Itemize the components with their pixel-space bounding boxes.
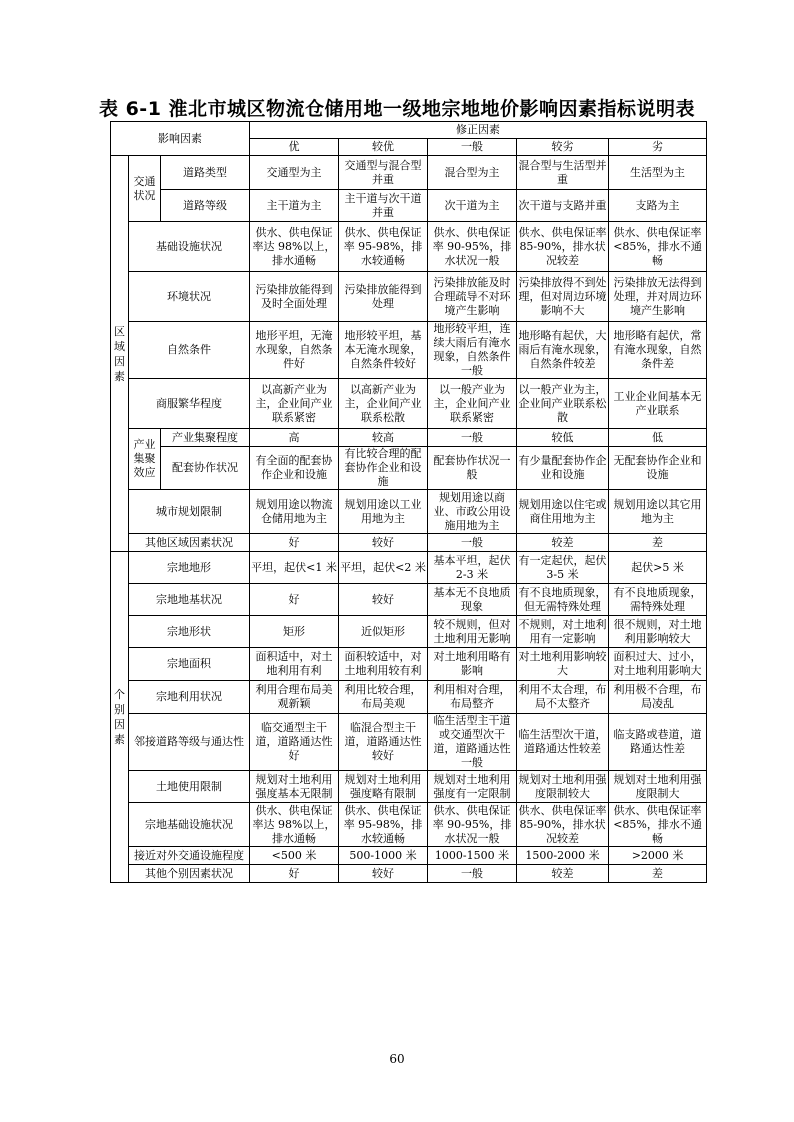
table-row bbox=[111, 714, 707, 771]
value-cell: <500 米 bbox=[250, 847, 339, 865]
value-cell: 差 bbox=[609, 865, 707, 883]
factor-cell: 基础设施状况 bbox=[129, 222, 250, 272]
header-factor: 影响因素 bbox=[111, 122, 250, 156]
table-row bbox=[111, 490, 707, 534]
value-cell: 低 bbox=[609, 429, 707, 447]
value-cell: 较好 bbox=[339, 534, 428, 552]
factor-cell: 配套协作状况 bbox=[161, 447, 250, 490]
table-row bbox=[111, 648, 707, 681]
value-cell: 面积较适中，对土地利用较有利 bbox=[339, 648, 428, 681]
value-cell: 以高新产业为主，企业间产业联系紧密 bbox=[250, 379, 339, 429]
value-cell: 有不良地质现象，需特殊处理 bbox=[609, 584, 707, 616]
factor-table bbox=[110, 121, 707, 883]
value-cell: 混合型与生活型并重 bbox=[517, 156, 609, 190]
value-cell: 近似矩形 bbox=[339, 616, 428, 648]
value-cell: 一般 bbox=[428, 865, 517, 883]
value-cell: 供水、供电保证率达 98%以上，排水通畅 bbox=[250, 803, 339, 847]
value-cell: 污染排放得不到处理，但对周边环境影响不大 bbox=[517, 272, 609, 322]
value-cell: 供水、供电保证率 85-90%，排水状况较差 bbox=[518, 803, 607, 845]
value-cell: 地形平坦，无淹水现象，自然条件好 bbox=[250, 322, 339, 379]
table-row bbox=[111, 865, 707, 883]
group-individual-text: 个 别 因 素 bbox=[114, 688, 125, 746]
value-cell: 不规则，对土地利用有一定影响 bbox=[517, 616, 609, 648]
value-cell: 较好 bbox=[339, 584, 428, 616]
value-cell: 平坦，起伏<2 米 bbox=[339, 552, 428, 584]
value-cell: >2000 米 bbox=[609, 847, 707, 865]
value-cell: 供水、供电保证率 90-95%，排水状况一般 bbox=[428, 803, 517, 847]
value-cell: 高 bbox=[250, 429, 339, 447]
factor-cell: 产业集聚程度 bbox=[161, 429, 250, 447]
value-cell: 污染排放能得到及时全面处理 bbox=[250, 272, 339, 322]
value-cell: 供水、供电保证率 85-90%，排水状况较差 bbox=[517, 222, 609, 272]
value-cell: 起伏>5 米 bbox=[609, 552, 707, 584]
table-row bbox=[111, 190, 707, 222]
factor-cell: 宗地形状 bbox=[129, 616, 250, 648]
subgroup-industry: 产业集聚效应 bbox=[129, 429, 161, 490]
value-cell: 供水、供电保证率 95-98%，排水较通畅 bbox=[339, 222, 428, 272]
table-row bbox=[111, 272, 707, 322]
value-cell: 规划对土地利用强度限制较大 bbox=[517, 771, 609, 803]
value-cell: 配套协作状况一般 bbox=[428, 447, 517, 490]
table-row bbox=[111, 681, 707, 714]
value-cell: 很不规则，对土地利用影响较大 bbox=[609, 616, 707, 648]
page-number: 60 bbox=[389, 1052, 405, 1066]
value-cell: 面积过大、过小，对土地利用影响大 bbox=[609, 648, 707, 681]
value-cell: 平坦，起伏<1 米 bbox=[250, 552, 339, 584]
value-cell: 有少量配套协作企业和设施 bbox=[517, 447, 609, 490]
value-cell: 主干道为主 bbox=[250, 190, 339, 222]
value-cell: 生活型为主 bbox=[609, 156, 707, 190]
group-regional bbox=[111, 156, 129, 552]
value-cell: 地形较平坦，连续大雨后有淹水现象，自然条件一般 bbox=[428, 322, 517, 379]
value-cell: 临交通型主干道，道路通达性好 bbox=[250, 714, 339, 771]
factor-cell: 自然条件 bbox=[129, 322, 250, 379]
factor-cell: 接近对外交通设施程度 bbox=[129, 847, 250, 865]
value-cell: 临支路或巷道，道路通达性差 bbox=[609, 714, 707, 771]
value-cell: 供水、供电保证率<85%，排水不通畅 bbox=[609, 803, 707, 847]
value-cell: 规划用途以商业、市政公用设施用地为主 bbox=[428, 490, 517, 534]
factor-cell: 城市规划限制 bbox=[129, 490, 250, 534]
group-individual bbox=[111, 552, 129, 883]
header-correction: 修正因素 bbox=[250, 122, 707, 139]
factor-cell: 商服繁华程度 bbox=[129, 379, 250, 429]
factor-cell: 宗地地形 bbox=[129, 552, 250, 584]
table-row bbox=[111, 447, 707, 490]
value-cell: 临混合型主干道，道路通达性较好 bbox=[339, 714, 428, 771]
value-cell: 地形略有起伏，大雨后有淹水现象，自然条件较差 bbox=[517, 322, 609, 379]
value-cell: 供水、供电保证率 95-98%，排水较通畅 bbox=[339, 803, 428, 847]
value-cell: 有全面的配套协作企业和设施 bbox=[250, 447, 339, 490]
value-cell: 规划用途以工业用地为主 bbox=[339, 490, 428, 534]
factor-cell: 邻接道路等级与通达性 bbox=[129, 714, 250, 771]
table-row bbox=[111, 803, 707, 847]
factor-cell: 其他区域因素状况 bbox=[129, 534, 250, 552]
value-cell: 较高 bbox=[339, 429, 428, 447]
table-row bbox=[111, 156, 707, 190]
factor-cell: 道路类型 bbox=[161, 156, 250, 190]
value-cell: 地形较平坦，基本无淹水现象，自然条件较好 bbox=[339, 322, 428, 379]
value-cell: 好 bbox=[250, 865, 339, 883]
value-cell: 工业企业间基本无产业联系 bbox=[609, 379, 707, 429]
table-row bbox=[111, 222, 707, 272]
value-cell: 对土地利用影响较大 bbox=[517, 648, 609, 681]
value-cell: 一般 bbox=[428, 534, 517, 552]
value-cell: 规划用途以其它用地为主 bbox=[609, 490, 707, 534]
value-cell: 差 bbox=[609, 534, 707, 552]
factor-cell: 宗地基础设施状况 bbox=[129, 803, 250, 847]
factor-cell: 宗地面积 bbox=[129, 648, 250, 681]
value-cell: 规划对土地利用强度基本无限制 bbox=[250, 771, 339, 803]
value-cell: 主干道与次干道并重 bbox=[339, 190, 428, 222]
value-cell: 矩形 bbox=[250, 616, 339, 648]
value-cell: 次干道与支路并重 bbox=[517, 190, 609, 222]
value-cell: 有一定起伏，起伏 3-5 米 bbox=[517, 552, 609, 584]
table-row bbox=[111, 771, 707, 803]
value-cell: 较不规则，但对土地利用无影响 bbox=[428, 616, 517, 648]
table-row bbox=[111, 584, 707, 616]
table-row bbox=[111, 429, 707, 447]
factor-cell: 环境状况 bbox=[129, 272, 250, 322]
table-title: 表 6-1 淮北市城区物流仓储用地一级地宗地地价影响因素指标说明表 bbox=[98, 98, 696, 120]
factor-cell: 宗地利用状况 bbox=[129, 681, 250, 714]
value-cell: 有不良地质现象，但无需特殊处理 bbox=[517, 584, 609, 616]
factor-cell: 其他个别因素状况 bbox=[129, 865, 250, 883]
value-cell: 污染排放无法得到处理，并对周边环境产生影响 bbox=[609, 272, 707, 322]
table-row bbox=[111, 122, 707, 139]
value-cell: 污染排放能得到处理 bbox=[339, 272, 428, 322]
table-row bbox=[111, 379, 707, 429]
header-grade: 优 bbox=[250, 139, 339, 156]
value-cell: 供水、供电保证率<85%，排水不通畅 bbox=[609, 222, 707, 272]
factor-cell: 宗地地基状况 bbox=[129, 584, 250, 616]
value-cell: 临生活型次干道，道路通达性较差 bbox=[517, 714, 609, 771]
value-cell: 以一般产业为主，企业间产业联系松散 bbox=[517, 379, 609, 429]
value-cell: 一般 bbox=[428, 429, 517, 447]
value-cell: 供水、供电保证率 90-95%，排水状况一般 bbox=[428, 222, 517, 272]
header-grade: 一般 bbox=[428, 139, 517, 156]
value-cell: 交通型为主 bbox=[250, 156, 339, 190]
value-cell: 以一般产业为主，企业间产业联系紧密 bbox=[428, 379, 517, 429]
table-body bbox=[111, 122, 707, 883]
value-cell: 较差 bbox=[517, 534, 609, 552]
value-cell: 污染排放能及时合理疏导不对环境产生影响 bbox=[428, 272, 517, 322]
header-grade: 较劣 bbox=[517, 139, 609, 156]
value-cell: 规划对土地利用强度限制大 bbox=[609, 771, 707, 803]
table-row bbox=[111, 847, 707, 865]
value-cell: 利用相对合理，布局整齐 bbox=[428, 681, 517, 714]
value-cell: 对土地利用略有影响 bbox=[428, 648, 517, 681]
value-cell: 临生活型主干道或交通型次干道，道路通达性一般 bbox=[428, 714, 517, 771]
value-cell: 规划对土地利用强度有一定限制 bbox=[428, 771, 517, 803]
value-cell: 混合型为主 bbox=[428, 156, 517, 190]
value-cell: 以高新产业为主，企业间产业联系松散 bbox=[339, 379, 428, 429]
value-cell: 较好 bbox=[339, 865, 428, 883]
value-cell: 基本平坦，起伏 2-3 米 bbox=[428, 552, 517, 584]
value-cell: 供水、供电保证率达 98%以上，排水通畅 bbox=[250, 222, 339, 272]
subgroup-traffic: 交通状况 bbox=[129, 156, 161, 222]
value-cell: 支路为主 bbox=[609, 190, 707, 222]
value-cell: 好 bbox=[250, 534, 339, 552]
value-cell: 较差 bbox=[517, 865, 609, 883]
header-grade: 劣 bbox=[609, 139, 707, 156]
value-cell: 规划用途以物流仓储用地为主 bbox=[250, 490, 339, 534]
group-regional-text: 区 域 因 素 bbox=[114, 324, 125, 383]
header-grade: 较优 bbox=[339, 139, 428, 156]
table-row bbox=[111, 534, 707, 552]
factor-cell: 土地使用限制 bbox=[129, 771, 250, 803]
value-cell: 面积适中，对土地利用有利 bbox=[250, 648, 339, 681]
value-cell: 1000-1500 米 bbox=[428, 847, 517, 865]
value-cell: 利用极不合理，布局凌乱 bbox=[609, 681, 707, 714]
value-cell: 利用不太合理，布局不太整齐 bbox=[517, 681, 609, 714]
table-row bbox=[111, 322, 707, 379]
value-cell: 利用比较合理，布局美观 bbox=[339, 681, 428, 714]
value-cell: 地形略有起伏，常有淹水现象，自然条件差 bbox=[609, 322, 707, 379]
value-cell: 次干道为主 bbox=[428, 190, 517, 222]
table-row bbox=[111, 552, 707, 584]
value-cell: 较低 bbox=[517, 429, 609, 447]
value-cell: 无配套协作企业和设施 bbox=[609, 447, 707, 490]
value-cell: 利用合理布局美观新颖 bbox=[250, 681, 339, 714]
value-cell: 基本无不良地质现象 bbox=[428, 584, 517, 616]
factor-cell: 道路等级 bbox=[161, 190, 250, 222]
value-cell: 500-1000 米 bbox=[339, 847, 428, 865]
value-cell: 有比较合理的配套协作企业和设施 bbox=[339, 447, 428, 490]
value-cell: 交通型与混合型并重 bbox=[339, 156, 428, 190]
table-row bbox=[111, 616, 707, 648]
value-cell: 规划对土地利用强度略有限制 bbox=[339, 771, 428, 803]
value-cell: 1500-2000 米 bbox=[517, 847, 609, 865]
value-cell: 规划用途以住宅或商住用地为主 bbox=[517, 490, 609, 534]
value-cell: 好 bbox=[250, 584, 339, 616]
